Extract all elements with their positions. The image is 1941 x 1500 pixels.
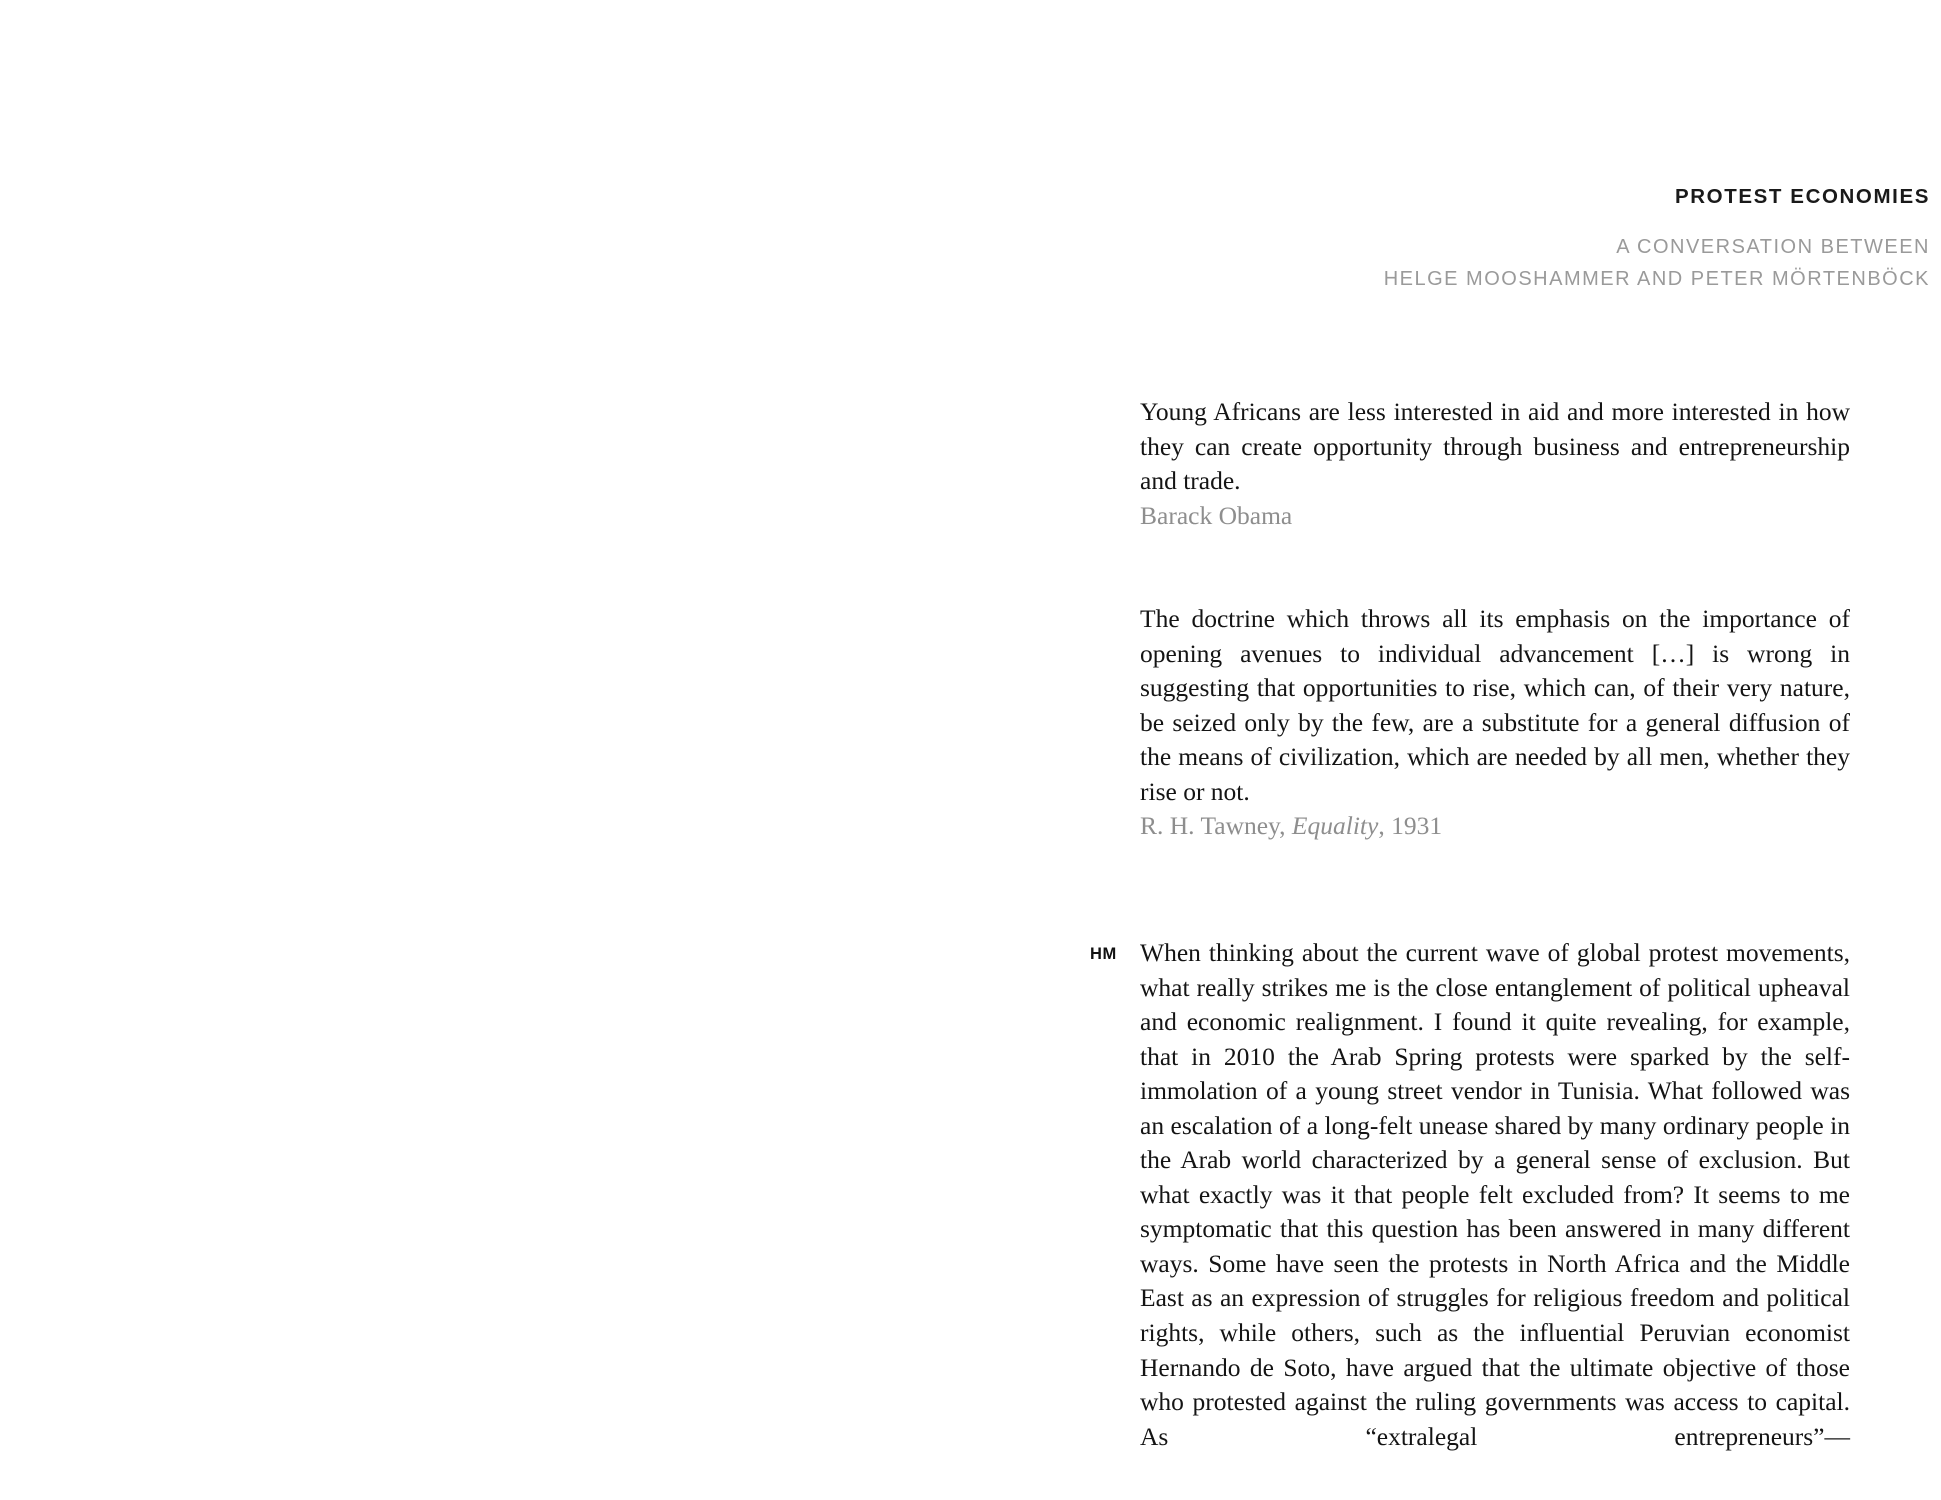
epigraph-two-year: , 1931 xyxy=(1378,811,1443,841)
epigraph-one xyxy=(1140,395,1850,533)
subtitle-authors: HELGE MOOSHAMMER AND PETER MÖRTENBÖCK xyxy=(1383,267,1930,290)
page-title: PROTEST ECONOMIES xyxy=(1674,185,1930,208)
page-content xyxy=(1090,395,1850,1454)
epigraph-one-quote: Young Africans are less interested in aid and more interested in how they can create opportunity through business and entrepreneurship and trade. xyxy=(1140,397,1850,496)
epigraph-one-attribution: Barack Obama xyxy=(1140,500,1293,530)
epigraph-two-attribution xyxy=(1140,809,1850,844)
epigraph-two-work: Equality xyxy=(1291,811,1379,841)
dialogue-block xyxy=(1090,936,1850,1454)
page-header xyxy=(1140,185,1930,295)
speaker-initials: HM xyxy=(1090,945,1117,964)
subtitle-conversation-between: A CONVERSATION BETWEEN xyxy=(1616,235,1930,258)
epigraph-two xyxy=(1140,602,1850,844)
dialogue-paragraph: When thinking about the current wave of global protest movements, what really strikes me is the close entanglement of political upheaval and economic realignment. I found it quite revealing, for example, that in 2010 the Arab Spring protests were sparked by the self-immolation of a young street vendor in Tunisia. What followed was an escalation of a long-felt unease shared by many ordinary people in the Arab world characterized by a general sense of exclusion. But what exactly was it that people felt excluded from? It seems to me symptomatic that this question has been answered in many different ways. Some have seen the protests in North Africa and the Middle East as an expression of struggles for religious freedom and political rights, while others, such as the influential Peruvian economist Hernando de Soto, have argued that the ultimate objective of those who protested against the ruling governments was access to capital. As “extralegal entrepreneurs”— xyxy=(1140,938,1850,1451)
epigraph-two-author: R. H. Tawney, xyxy=(1140,811,1292,841)
epigraph-two-quote: The doctrine which throws all its emphasis on the importance of opening avenues to individual advancement […] is wrong in suggesting that opportunities to rise, which can, of their very nature, be seized only by the few, are a substitute for a general diffusion of the means of civilization, which are needed by all men, whether they rise or not. xyxy=(1140,604,1850,806)
